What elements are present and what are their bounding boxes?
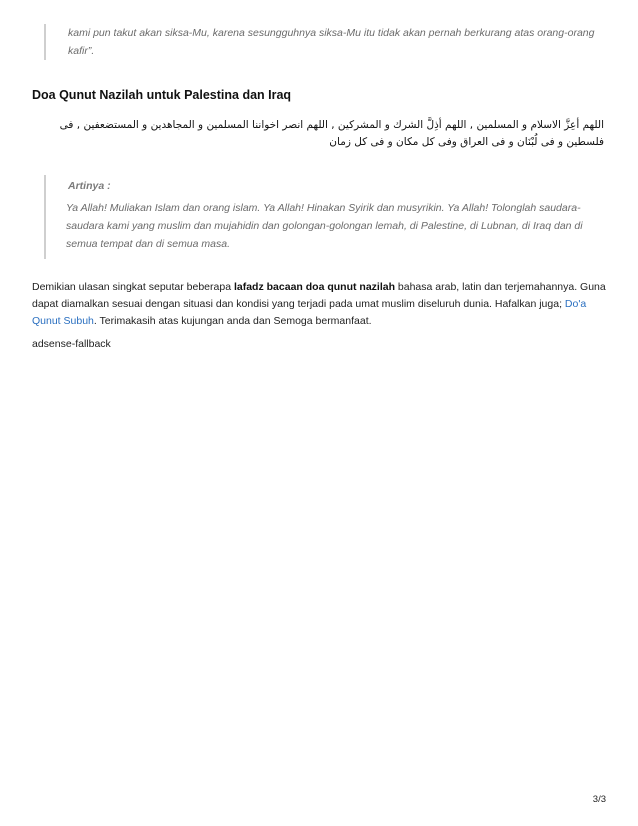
section-title: Doa Qunut Nazilah untuk Palestina dan Iraq bbox=[32, 88, 292, 102]
adsense-fallback-text: adsense-fallback bbox=[32, 338, 111, 350]
arabic-prayer-text: اللهم أعِزَّ الاسلام و المسلمين , اللهم أذِلَّ الشرك و المشركين , اللهم انصر اخواننا المسلمين و المجاهدين و المستضعفين , فى فلسطين و فى لُبْنَان و فى العراق وفى كل مكان و فى كل زمان bbox=[59, 119, 604, 148]
translation-text: Ya Allah! Muliakan Islam dan orang islam. Ya Allah! Hinakan Syirik dan musyrikin. Ya Allah! Tolonglah saudara-saudara kami yang muslim dan mujahidin dan golongan-golongan lemah, di Palestine, di Lubnan, di Iraq dan di semua tempat dan di semua masa. bbox=[66, 202, 583, 250]
closing-paragraph bbox=[32, 279, 606, 330]
page-number: 3/3 bbox=[592, 794, 606, 805]
closing-text-part1: Demikian ulasan singkat seputar beberapa bbox=[32, 281, 234, 293]
translation-label: Artinya : bbox=[68, 180, 111, 192]
translation-blockquote bbox=[44, 175, 606, 259]
closing-bold-keyword: lafadz bacaan doa qunut nazilah bbox=[233, 281, 395, 293]
blockquote-top bbox=[44, 24, 608, 60]
qunut-subuh-link[interactable]: Do'a Qunut Subuh bbox=[32, 298, 587, 327]
closing-text-part2: bahasa arab, latin dan terjemahannya. Guna dapat diamalkan sesuai dengan situasi dan kondisi yang terjadi pada umat muslim diseluruh dunia. Hafalkan juga; bbox=[32, 281, 606, 310]
quote-top-text: kami pun takut akan siksa-Mu, karena sesungguhnya siksa-Mu itu tidak akan pernah berkurang atas orang-orang kafir”. bbox=[68, 27, 595, 57]
closing-text-part3: . Terimakasih atas kujungan anda dan Semoga bermanfaat. bbox=[93, 315, 372, 327]
